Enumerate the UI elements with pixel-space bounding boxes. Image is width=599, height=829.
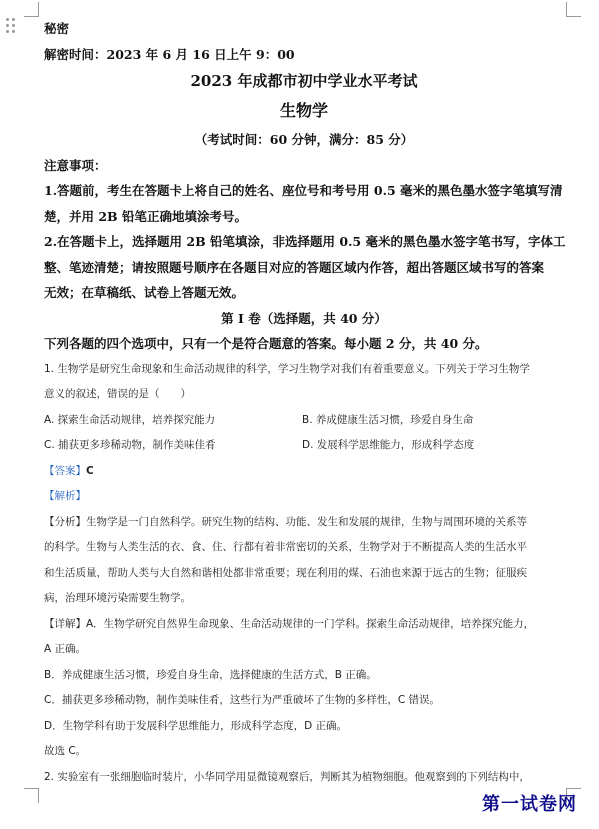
question1-stem-cont: 意义的叙述，错误的是（ ）	[44, 388, 191, 400]
option-a: A. 探索生命活动规律，培养探究能力	[44, 413, 216, 426]
fenxi-line: 病，治理环境污染需要生物学。	[44, 592, 191, 604]
notes-line: 整、笔迹清楚；请按照题号顺序在各题目对应的答题区域内作答，超出答题区域书写的答案	[44, 259, 545, 275]
crop-mark-bottom-left	[24, 788, 39, 803]
notes-line: 无效；在草稿纸、试卷上答题无效。	[44, 285, 245, 300]
question1-options-row	[44, 408, 564, 434]
document-content	[44, 16, 564, 790]
option-c: C. 捕获更多珍稀动物，制作美味佳肴	[44, 439, 216, 451]
question1-stem: 1. 生物学是研究生命现象和生命活动规律的科学，学习生物学对我们有着重要意义。下列关于学习生物学	[44, 362, 530, 375]
notes-line: 楚，并用 2B 铅笔正确地填涂考号。	[44, 208, 247, 224]
exam-title: 2023 年成都市初中学业水平考试	[190, 72, 418, 90]
xiangjie-line: D．生物学科有助于发展科学思维能力，形成科学态度，D 正确。	[44, 719, 348, 732]
crop-mark-top-right	[566, 2, 581, 17]
answer-label: 【答案】	[44, 464, 86, 477]
notes-heading: 注意事项：	[44, 157, 107, 173]
fenxi-line: 和生活质量，帮助人类与大自然和谐相处都非常重要；现在利用的煤、石油也来源于远古的生物；征服疾	[44, 566, 527, 579]
xiangjie-line: 【详解】A．生物学研究自然界生命现象、生命活动规律的一门学科。探索生命活动规律，培养探究能力，	[44, 617, 535, 630]
section-instruction: 下列各题的四个选项中，只有一个是符合题意的答案。每小题 2 分，共 40 分。	[44, 336, 488, 351]
analysis-row	[44, 484, 564, 510]
fenxi-line: 【分析】生物学是一门自然科学。研究生物的结构、功能、发生和发展的规律，生物与周围环境的关系等	[44, 515, 527, 528]
exam-info: （考试时间：60 分钟，满分：85 分）	[194, 132, 414, 147]
analysis-label: 【解析】	[44, 490, 86, 502]
secret-label: 秘密	[44, 21, 70, 36]
fenxi-line: 的科学。生物与人类生活的衣、食、住、行都有着非常密切的关系，生物学对于不断提高人类的生活水平	[44, 541, 527, 553]
watermark-logo: 第一试卷网	[482, 794, 577, 815]
answer-row	[44, 459, 564, 485]
question2-stem: 2. 实验室有一张细胞临时装片，小华同学用显微镜观察后，判断其为植物细胞。他观察到的下列结构中，	[44, 770, 530, 783]
subject-title: 生物学	[279, 101, 328, 120]
option-b: B. 养成健康生活习惯，珍爱自身生命	[302, 413, 474, 426]
notes-line: 2.在答题卡上，选择题用 2B 铅笔填涂，非选择题用 0.5 毫米的黑色墨水签字笔书写，字体工	[44, 234, 566, 249]
crop-mark-top-left	[24, 2, 39, 17]
option-d: D. 发展科学思维能力，形成科学态度	[302, 439, 475, 451]
answer-value: C	[86, 464, 94, 477]
section-title: 第 I 卷（选择题，共 40 分）	[221, 310, 387, 326]
xiangjie-line: B．养成健康生活习惯，珍爱自身生命，选择健康的生活方式，B 正确。	[44, 668, 377, 681]
decrypt-time: 解密时间：2023 年 6 月 16 日上午 9：00	[44, 46, 295, 62]
question1-options-row	[44, 433, 564, 459]
xiangjie-line: A 正确。	[44, 643, 87, 655]
xiangjie-line: 故选 C。	[44, 745, 87, 757]
drag-handle-icon[interactable]	[6, 18, 16, 36]
notes-line: 1.答题前，考生在答题卡上将自己的姓名、座位号和考号用 0.5 毫米的黑色墨水签字笔填写清	[44, 183, 563, 198]
xiangjie-line: C．捕获更多珍稀动物，制作美味佳肴，这些行为严重破坏了生物的多样性，C 错误。	[44, 694, 440, 706]
